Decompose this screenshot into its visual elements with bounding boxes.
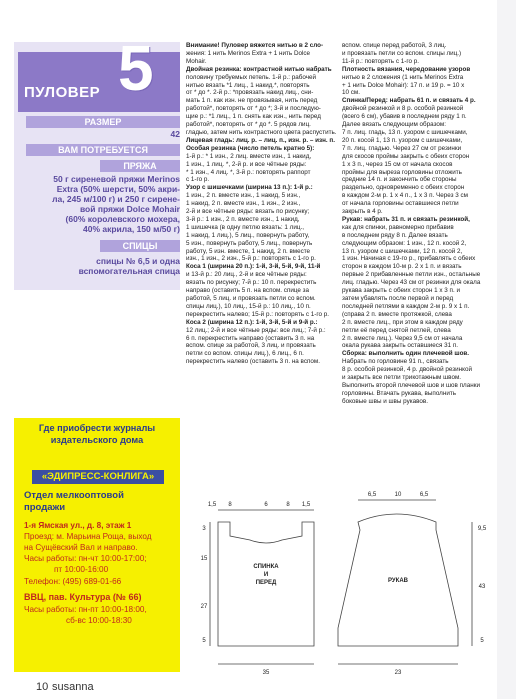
instruction-line: для скосов проймы закрыть с обеих сторон xyxy=(342,152,470,160)
needles-line: вспомогательная спица xyxy=(78,266,180,276)
dim-label: 10 xyxy=(394,492,402,498)
needles-line: спицы № 6,5 и одна xyxy=(96,256,180,266)
phone-line: Телефон: (495) 689-01-66 xyxy=(24,577,122,586)
address-line: на Сущёвский Вал и направо. xyxy=(24,543,138,552)
instruction-line: от * до *. 2-й р.: *провязать накид лиц., сни- xyxy=(186,89,314,97)
dim-label: 5 xyxy=(480,638,484,644)
instruction-line: 7 п. лиц. гладью. Через 27 см от резинки xyxy=(342,144,462,152)
instruction-line: 7 п. лиц. гладь, 13 п. узором с шишечками, xyxy=(342,128,468,136)
instruction-line: спицы лиц.), 10 лиц., 15-й р.: 10 лиц., 10 п. xyxy=(186,302,311,310)
instruction-line: Внимание! Пуловер вяжется нитью в 2 сло- xyxy=(186,42,324,49)
yarn-line: 50 г сиреневой пряжи Merinos xyxy=(53,174,180,184)
instruction-line: Сборка: выполнить один плечевой шов. xyxy=(342,350,470,358)
vvc-line: ВВЦ, пав. Культура (№ 66) xyxy=(24,592,142,602)
instruction-line: раздельно, одновременно с обеих сторон xyxy=(342,184,465,192)
dim-label: 1,5 xyxy=(301,502,311,508)
instruction-line: Выполнить второй плечевой шов и шов планки xyxy=(342,381,480,389)
yarn-line: (60% королевского мохера, xyxy=(65,214,180,224)
instruction-line: Коса 2 (ширина 12 п.): 1-й, 3-й, 5-й и 9-й р.: xyxy=(186,318,318,326)
instruction-line: работой*, повторять от * до *. 5 рядов лиц. xyxy=(186,121,311,129)
instruction-line: и 13-й р.: 20 лиц., 2-й и все чётные ряды: xyxy=(186,271,307,279)
instruction-line: 1-й р.: * 1 изн., 2 лиц. вместе изн., 1 накид, xyxy=(186,152,312,160)
instruction-line: щие р.: *1 лиц., 1 п. снять как изн., нить перед xyxy=(186,113,321,121)
instruction-line: 1 накид, 2 п. вместе изн., 1 изн., 2 изн., xyxy=(186,200,301,208)
address-line: Проезд: м. Марьина Роща, выход xyxy=(24,532,152,541)
instruction-line: закрыть в 4 р. xyxy=(342,208,383,216)
instruction-line: работой, 5 лиц. и провязать петли со вспом. xyxy=(186,295,316,302)
instruction-line: рукава закрыть с обеих сторон 1 х 3 п. и xyxy=(342,287,460,295)
yarn-line: Extra (50% шерсти, 50% акри- xyxy=(56,184,180,194)
materials-header: ВАМ ПОТРЕБУЕТСЯ xyxy=(26,144,180,156)
instruction-line: вспом. спице перед работой, 3 лиц. xyxy=(342,42,447,49)
instructions-column-2 xyxy=(342,42,480,406)
instruction-line: изн., 1 изн., 2 изн., 5-й р.: повторять с 1-го р. xyxy=(186,255,316,263)
instruction-line: Особая резинка (число петель кратно 5): xyxy=(186,144,315,152)
instruction-line: 1 х 3 п., через 15 см от начала скосов xyxy=(342,160,453,168)
instruction-line: первые 2 прибавленные петли изн., остальные xyxy=(342,271,481,279)
instruction-line: горловины. Втачать рукава, выполнить xyxy=(342,389,457,397)
vvc-line: сб-вс 10:00-18:30 xyxy=(66,616,132,625)
instruction-line: работой*, повторять от * до *; 3-й и последую- xyxy=(186,105,321,113)
instruction-line: 1 изн., 2 п. вместе изн., 1 накид, 5 изн., xyxy=(186,192,301,200)
pattern-title: ПУЛОВЕР xyxy=(24,84,101,101)
instruction-line: 1 изн. Начиная с 19-го р., прибавлять с обеих xyxy=(342,255,476,263)
title-band xyxy=(18,52,180,112)
instructions-column-1 xyxy=(186,42,337,366)
yarn-header: ПРЯЖА xyxy=(100,160,180,172)
instruction-line: 2 п. вместе лиц., при этом в каждом ряду xyxy=(342,318,463,326)
instruction-line: окала рукава закрыть оставшиеся 31 п. xyxy=(342,342,459,350)
instruction-line: 6 п. перекрестить направо (оставить 3 п. на xyxy=(186,334,315,342)
instruction-line: (справа 2 п. вместе протяжкой, слева xyxy=(342,310,452,318)
instruction-line: средние 14 п. и закончить обе стороны xyxy=(342,176,457,184)
body-label: И xyxy=(263,572,269,578)
instruction-line: двойной резинкой и 8 р. особой резинкой xyxy=(342,105,464,113)
dim-label: 5 xyxy=(202,638,206,644)
size-value: 42 xyxy=(170,129,180,139)
instruction-line: 1 шишечка (в одну петлю вязать: 1 лиц., xyxy=(186,223,304,231)
instruction-line: затем убавлять после первой и перед xyxy=(342,295,454,302)
body-label: ПЕРЕД xyxy=(255,580,277,586)
instruction-line: Плотность вязания, чередование узоров xyxy=(342,65,471,73)
instruction-line: следующим образом: 1 изн., 12 п. косой 2, xyxy=(342,239,467,247)
instruction-line: в каждом 2-м р. 1 х 4 п., 1 х 3 п. Через 3 см xyxy=(342,192,468,200)
instruction-line: Узор с шишечками (ширина 13 п.): 1-й р.: xyxy=(186,184,313,192)
instruction-line: Набрать по горловине 91 п., связать xyxy=(342,358,449,366)
instruction-line: 1 накид, 1 лиц.), 5 лиц., повернуть работу, xyxy=(186,231,310,239)
instruction-line: боковые швы и швы рукавов. xyxy=(342,397,429,405)
instruction-line: вязать по рисунку; 7-й р.: 10 п. перекрестить xyxy=(186,279,317,287)
instruction-line: как для спинки, равномерно прибавив xyxy=(342,223,454,231)
dim-label: 15 xyxy=(200,556,208,562)
instruction-line: 11-й р.: повторять с 1-го р. xyxy=(342,57,419,65)
sleeve-label: РУКАВ xyxy=(388,578,408,584)
instruction-line: перекрестить налево (оставить 3 п. на вспом. xyxy=(186,358,320,366)
instruction-line: гладью, затем нить контрастного цвета распустить. xyxy=(186,128,337,136)
instruction-line: и закрыть все петли трикотажным швом. xyxy=(342,374,462,382)
yarn-line: вой пряжи Dolce Mohair xyxy=(79,204,180,214)
hours-line: Часы работы: пн-чт 10:00-17:00; xyxy=(24,554,147,563)
dim-label: 27 xyxy=(200,604,208,610)
instruction-line: 10 см. xyxy=(342,89,360,97)
instruction-line: 1 изн., 1 лиц. *, 2-й р. и все чётные ряды: xyxy=(186,160,307,168)
pattern-number: 5 xyxy=(118,32,154,104)
promo-title xyxy=(22,422,172,446)
instruction-line: нитью в 2 сложения (1 нить Merinos Extra xyxy=(342,73,464,81)
instruction-line: проймы для выреза горловины отложить xyxy=(342,168,462,176)
dim-label: 3 xyxy=(202,526,206,532)
dim-label: 6 xyxy=(264,502,268,508)
instruction-line: Двойная резинка: контрастной нитью набрать xyxy=(186,65,332,73)
yarn-line: ла, 245 м/100 г) и 250 г сирене- xyxy=(52,194,180,204)
size-header: РАЗМЕР xyxy=(26,116,180,128)
instruction-line: Коса 1 (ширина 20 п.): 1-й, 3-й, 5-й, 9-й, 11-й xyxy=(186,263,321,271)
dept-line: Отдел мелкооптовой xyxy=(24,490,124,501)
instruction-line: направо (оставить 5 п. на вспом. спице за xyxy=(186,287,310,295)
yarn-line: 40% акрила, 150 м/50 г) xyxy=(82,224,180,234)
address-line: 1-я Ямская ул., д. 8, этаж 1 xyxy=(24,521,132,530)
dim-label: 8 xyxy=(228,502,232,508)
instruction-line: мать 1 п. как изн. не провязывая, нить перед xyxy=(186,97,318,105)
instruction-line: 8 р. особой резинкой, 4 р. двойной резинкой xyxy=(342,366,473,374)
instruction-line: 5 изн., повернуть работу, 5 лиц., повернуть xyxy=(186,239,313,247)
body-label: СПИНКА xyxy=(253,564,279,570)
dim-label: 43 xyxy=(478,584,486,590)
dim-label: 6,5 xyxy=(419,492,429,498)
dim-label: 23 xyxy=(394,670,402,676)
instruction-line: последней петлями в каждом 2-м р. 9 х 1 п. xyxy=(342,302,470,310)
instruction-line: жения: 1 нить Merinos Extra + 1 нить Dolce xyxy=(186,49,311,57)
instruction-line: Mohair. xyxy=(186,57,207,65)
dim-label: 35 xyxy=(262,670,270,676)
instruction-line: вспом. спице за работой, 3 лиц. и провязать xyxy=(186,342,316,350)
instruction-line: 2-й и все чётные ряды: вязать по рисунку; xyxy=(186,208,310,216)
dim-label: 9,5 xyxy=(477,526,487,532)
instruction-line: и провязать петли со вспом. спицы лиц.) xyxy=(342,49,462,57)
dim-label: 8 xyxy=(286,502,290,508)
instruction-line: (всего 6 см), убавив в последнем ряду 1 п. xyxy=(342,113,467,121)
instruction-line: 13 п. узором с шишечками, 12 п. косой 2, xyxy=(342,247,463,255)
instruction-line: Рукав: набрать 31 п. и связать резинкой, xyxy=(342,215,470,223)
page-number: 10 xyxy=(36,681,49,693)
instruction-line: Далее вязать следующим образом: xyxy=(342,121,446,129)
instruction-line: 12 лиц.; 2-й и все чётные ряды: все лиц.; 7-й р.: xyxy=(186,326,326,334)
instruction-line: половину требуемых петель. 1-й р.: рабочей xyxy=(186,73,317,81)
promo-title-line: издательского дома xyxy=(50,435,144,445)
dim-label: 6,5 xyxy=(367,492,377,498)
instruction-line: 3-й р.: 1 изн., 2 п. вместе изн., 1 накид, xyxy=(186,215,300,223)
instruction-line: сторон в каждом 10-м р. 2 х 1 п. и вязать xyxy=(342,263,462,271)
magazine-brand: susanna xyxy=(52,681,94,693)
instruction-line: нитью вязать *1 лиц., 1 накид.*, повторять xyxy=(186,81,310,89)
dept-line: продажи xyxy=(24,502,66,513)
vvc-line: Часы работы: пн-пт 10:00-18:00, xyxy=(24,605,147,614)
promo-title-line: Где приобрести журналы xyxy=(38,423,156,433)
instruction-line: в последнем ряду 8 п. Далее вязать xyxy=(342,231,448,239)
instruction-line: от начала горловины оставшиеся петли xyxy=(342,200,459,208)
instruction-line: + 1 нить Dolce Mohair): 17 п. и 19 р. = 10 х xyxy=(342,81,465,89)
pattern-diagrams xyxy=(196,478,506,678)
instruction-line: 20 п. косой 1, 13 п. узором с шишечками, xyxy=(342,136,463,144)
instruction-line: перекрестить налево; 15-й р.: повторять с 1-го р. xyxy=(186,310,330,318)
instruction-line: петли её перед снятой петлей, слева xyxy=(342,326,451,334)
instruction-line: Спинка/Перед: набрать 61 п. и связать 4 р. xyxy=(342,97,476,105)
needles-header: СПИЦЫ xyxy=(100,240,180,252)
dim-label: 1,5 xyxy=(207,502,217,508)
instruction-line: * 1 изн., 4 лиц. *, 3-й р.: повторять раппорт xyxy=(186,168,311,176)
instruction-line: лиц. гладью. Через 43 см от резинки для окала xyxy=(342,279,481,287)
instruction-line: петли со вспом. спицы лиц.), 6 лиц., 6 п. xyxy=(186,350,304,358)
instruction-line: 2 п. вместе лиц.). Через 9,5 см от начала xyxy=(342,334,463,342)
instruction-line: Лицевая гладь: лиц. р. – лиц. п., изн. р. – изн. п. xyxy=(186,136,335,144)
instruction-line: с 1-го р. xyxy=(186,176,210,184)
hours-line: пт 10:00-16:00 xyxy=(54,565,109,574)
instruction-line: работу, 5 изн. вместе, 1 накид, 2 п. вместе xyxy=(186,247,311,255)
publisher-badge: «ЭДИПРЕСС-КОНЛИГА» xyxy=(32,470,164,484)
